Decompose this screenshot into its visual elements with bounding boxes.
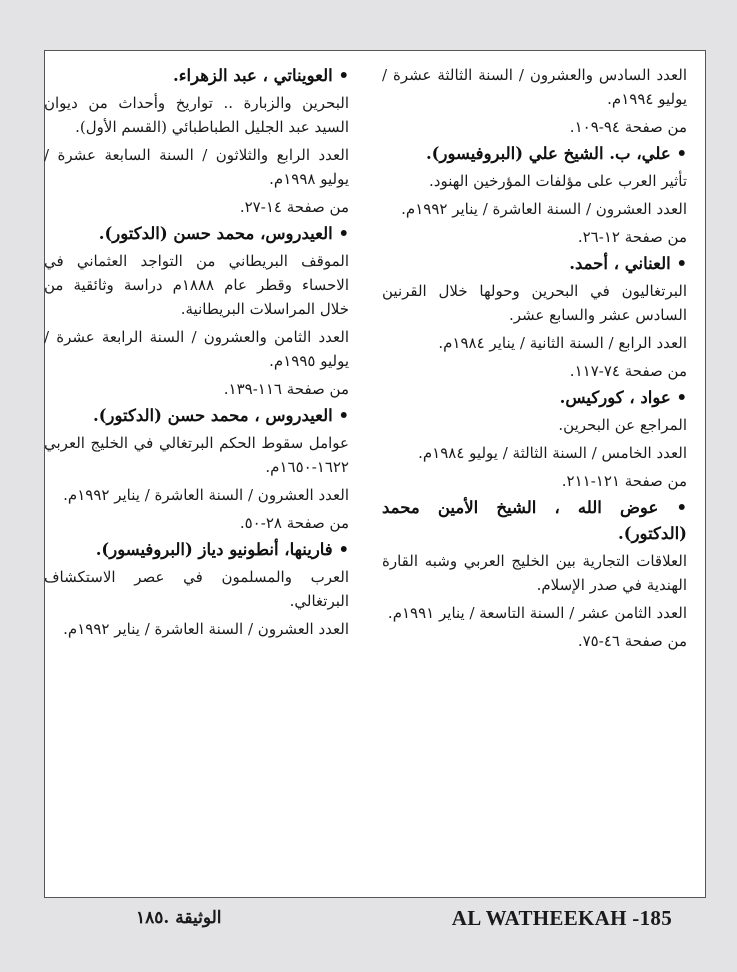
entry-pages: من صفحة ٤٦-٧٥. — [577, 632, 687, 650]
bibliography-entry — [382, 63, 687, 139]
bibliography-entry — [44, 63, 349, 219]
entry-author: • العيدروس ، محمد حسن (الدكتور). — [92, 406, 349, 425]
bibliography-entry — [382, 251, 687, 383]
entry-pages: من صفحة ٧٤-١١٧. — [569, 362, 687, 380]
entry-author: • فارينها، أنطونيو دياز (البروفيسور). — [95, 540, 349, 559]
entry-title: الموقف البريطاني من التواجد العثماني في الاحساء وقطر عام ١٨٨٨م دراسة وثائقية من خلال المراسلات البريطانية. — [44, 252, 349, 318]
entry-title: البرتغاليون في البحرين وحولها خلال القرنين السادس عشر والسابع عشر. — [382, 282, 687, 324]
bibliography-entry — [44, 403, 349, 535]
footer-journal-arabic: الوثيقة .١٨٥ — [136, 908, 222, 928]
entry-issue: العدد العشرون / السنة العاشرة / يناير ١٩٩٢م. — [63, 620, 349, 638]
entry-author: • علي، ب. الشيخ علي (البروفيسور). — [425, 144, 687, 163]
bibliography-entry — [382, 495, 687, 653]
entry-title: تأثير العرب على مؤلفات المؤرخين الهنود. — [429, 172, 687, 190]
entry-title: البحرين والزبارة .. تواريخ وأحداث من ديوان السيد عبد الجليل الطباطبائي (القسم الأول). — [44, 94, 349, 136]
entry-issue: العدد الرابع / السنة الثانية / يناير ١٩٨٤م. — [438, 334, 687, 352]
entry-pages: من صفحة ١١٦-١٣٩. — [223, 380, 349, 398]
entry-author: • عواد ، كوركيس. — [559, 388, 687, 407]
bibliography-entry — [44, 537, 349, 641]
page-footer — [44, 906, 706, 934]
entry-issue: العدد العشرون / السنة العاشرة / يناير ١٩٩٢م. — [401, 200, 687, 218]
entry-author: • العيدروس، محمد حسن (الدكتور). — [98, 224, 349, 243]
entry-issue: العدد السادس والعشرون / السنة الثالثة عشرة / يوليو ١٩٩٤م. — [382, 66, 687, 108]
entry-pages: من صفحة ١٢-٢٦. — [577, 228, 687, 246]
page-frame — [44, 50, 706, 898]
right-column — [382, 63, 687, 655]
entry-pages: من صفحة ٢٨-٥٠. — [239, 514, 349, 532]
entry-title: عوامل سقوط الحكم البرتغالي في الخليج العربي ١٦٢٢-١٦٥٠م. — [44, 434, 349, 476]
footer-journal-english: AL WATHEEKAH -185 — [451, 906, 672, 930]
entry-pages: من صفحة ١٤-٢٧. — [239, 198, 349, 216]
entry-title: العلاقات التجارية بين الخليج العربي وشبه القارة الهندية في صدر الإسلام. — [382, 552, 687, 594]
entry-issue: العدد العشرون / السنة العاشرة / يناير ١٩٩٢م. — [63, 486, 349, 504]
entry-author: • العويناتي ، عبد الزهراء. — [173, 66, 349, 85]
entry-issue: العدد الثامن عشر / السنة التاسعة / يناير ١٩٩١م. — [387, 604, 687, 622]
entry-issue: العدد الرابع والثلاثون / السنة السابعة عشرة / يوليو ١٩٩٨م. — [44, 146, 349, 188]
entry-pages: من صفحة ٩٤-١٠٩. — [569, 118, 687, 136]
entry-author: • العناني ، أحمد. — [569, 254, 687, 273]
entry-issue: العدد الثامن والعشرون / السنة الرابعة عشرة / يوليو ١٩٩٥م. — [44, 328, 349, 370]
left-column — [44, 63, 349, 645]
entry-issue: العدد الخامس / السنة الثالثة / يوليو ١٩٨٤م. — [418, 444, 687, 462]
entry-title: العرب والمسلمون في عصر الاستكشاف البرتغالي. — [44, 568, 349, 610]
entry-pages: من صفحة ١٢١-٢١١. — [561, 472, 687, 490]
entry-title: المراجع عن البحرين. — [558, 416, 687, 434]
bibliography-entry — [382, 141, 687, 249]
bibliography-entry — [44, 221, 349, 401]
bibliography-entry — [382, 385, 687, 493]
entry-author: • عوض الله ، الشيخ الأمين محمد (الدكتور). — [382, 498, 687, 543]
